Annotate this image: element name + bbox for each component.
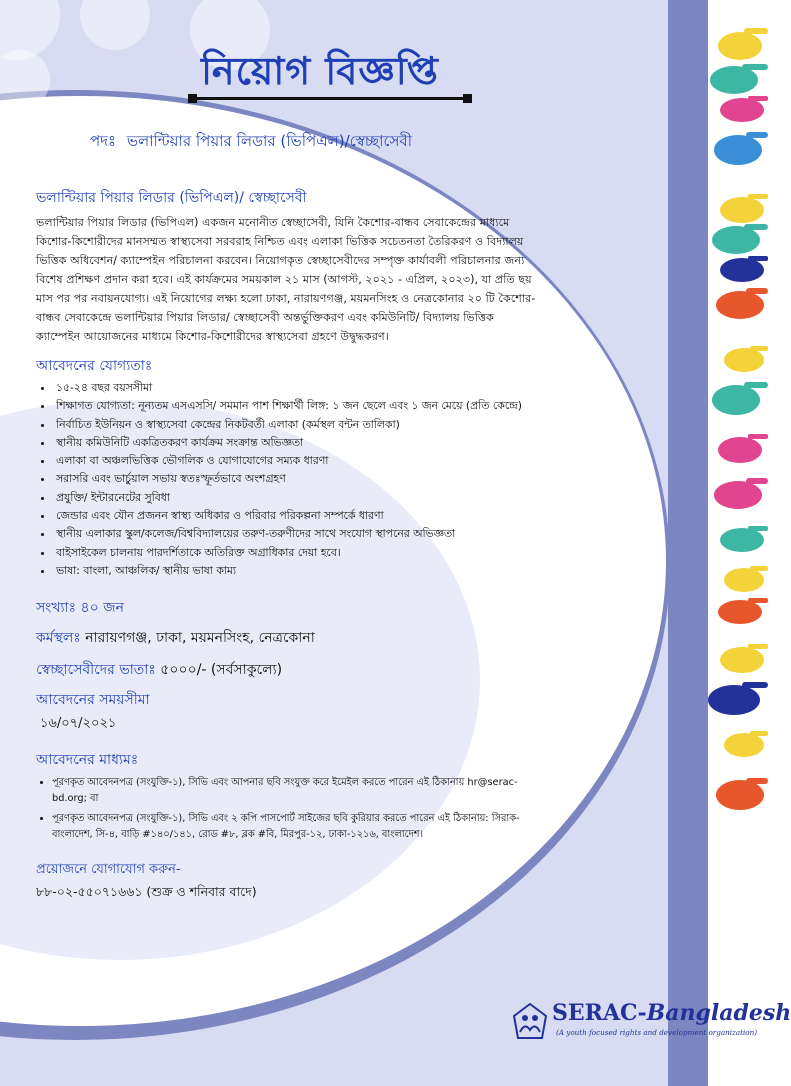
page-title: নিয়োগ বিজ্ঞপ্তি <box>201 49 439 93</box>
about-line: ভিত্তিক অধিবেশন/ ক্যাম্পেইন পরিচালনা করবেন। নিয়োগকৃত স্বেচ্ছাসেবীদের সম্পৃক্ত কার্যাবলী পরিচালনার জন্য <box>36 254 525 267</box>
list-item: • প্রযুক্তি/ ইন্টারনেটের সুবিধা <box>54 489 654 507</box>
allowance-label: স্বেচ্ছাসেবীদের ভাতাঃ <box>36 662 156 678</box>
list-item: • ভাষা: বাংলা, আঞ্চলিক/ স্থানীয় ভাষা কাম্য <box>54 562 654 580</box>
post-label: পদঃ <box>90 132 117 150</box>
count-line <box>36 596 124 620</box>
contact-phone: ৮৮-০২-৫৫০৭১৬৬১ (শুক্র ও শনিবার বাদে) <box>36 884 257 899</box>
list-item: • বাইসাইকেল চালনায় পারদর্শিতাকে অতিরিক্ত অগ্রাধিকার দেয়া হবে। <box>54 544 654 562</box>
list-item: • সরাসরি এবং ভার্চুয়াল সভায় স্বতঃস্ফূর্তভাবে অংশগ্রহণ <box>54 470 654 488</box>
about-paragraph <box>36 213 636 346</box>
logo-emblem-icon <box>512 1002 548 1042</box>
list-item: • নির্বাচিত ইউনিয়ন ও স্বাস্থ্যসেবা কেন্দ্রের নিকটবর্তী এলাকা (কর্মস্থল বন্টন তালিকা) <box>54 416 654 434</box>
list-item: • পূরণকৃত আবেদনপত্র (সংযুক্তি-১), সিভি এবং আপনার ছবি সংযুক্ত করে ইমেইল করতে পারেন এই ঠিকানায় hr@serac-bd.org; বা <box>52 775 522 807</box>
about-line: মাস পর পর নবায়নযোগ্য। এই নিয়োগের লক্ষ্য হলো ঢাকা, নারায়ণগঞ্জ, ময়মনসিংহ ও নেত্রকোনার ২০ টি কৈশোর- <box>36 292 536 305</box>
about-line: কিশোর-কিশোরীদের মানসম্মত স্বাস্থ্যসেবা সরবরাহ নিশ্চিত এবং এলাকা ভিত্তিক সচেতনতা তৈরিকরণ ও বিদ্যালয় <box>36 235 524 248</box>
allowance-value: ৫০০০/- (সর্বসাকুল্যে) <box>160 662 283 678</box>
list-item: • ১৫-২৪ বছর বয়সসীমা <box>54 379 654 397</box>
deadline-heading: আবেদনের সময়সীমা <box>36 692 150 708</box>
serac-logo <box>512 1000 791 1050</box>
logo-name-part: SERAC- <box>552 1000 647 1026</box>
list-item: • স্থানীয় কমিউনিটি একত্রিতকরণ কার্যক্রম সংক্রান্ত অভিজ্ঞতা <box>54 434 654 452</box>
logo-name-part: Bangladesh <box>646 1000 791 1026</box>
logo-tagline: (A youth focused rights and development organization) <box>556 1028 758 1037</box>
list-item: • জেন্ডার এবং যৌন প্রজনন স্বাস্থ্য অধিকার ও পরিবার পরিকল্পনা সম্পর্কে ধারণা <box>54 507 654 525</box>
post-value: ভলান্টিয়ার পিয়ার লিডার (ভিপিএল)/স্বেচ্ছাসেবী <box>126 132 413 150</box>
deadline-date: ১৬/০৭/২০২১ <box>40 716 117 731</box>
post-line <box>90 130 412 155</box>
workplace-line <box>36 626 315 650</box>
list-item: • শিক্ষাগত যোগ্যতা: নূন্যতম এসএসসি/ সমমান পাশ শিক্ষার্থী লিঙ্গ: ১ জন ছেলে এবং ১ জন মেয়ে (প্রতি কেন্দ্রে) <box>54 397 654 415</box>
logo-name <box>552 1000 791 1026</box>
qualifications-list <box>38 379 654 580</box>
count-value: ৪০ জন <box>80 600 125 616</box>
about-line: ভলান্টিয়ার পিয়ার লিডার (ভিপিএল) একজন মনোনীত স্বেচ্ছাসেবী, যিনি কৈশোর-বান্ধব সেবাকেন্দ্রের মাধ্যমে <box>36 216 510 229</box>
title-divider <box>190 97 470 100</box>
list-item: • পূরণকৃত আবেদনপত্র (সংযুক্তি-১), সিভি এবং ২ কপি পাসপোর্ট সাইজের ছবি কুরিয়ার করতে পারেন এই ঠিকানায়: সিরাক-বাংলাদেশ, সি-৪, বাড়ি #১৪০/১৪১, রোড #৮, ব্লক #বি, মিরপুর-১২, ঢাকা-১২১৬, বাংলাদেশ। <box>52 811 522 843</box>
about-heading: ভলান্টিয়ার পিয়ার লিডার (ভিপিএল)/ স্বেচ্ছাসেবী <box>36 190 307 206</box>
apply-heading: আবেদনের মাধ্যমঃ <box>36 752 139 768</box>
about-line: বিশেষ প্রশিক্ষণ প্রদান করা হবে। এই কার্যক্রমের সময়কাল ২১ মাস (আগস্ট, ২০২১ - এপ্রিল, ২০২৩), যা প্রতি ছয় <box>36 273 532 286</box>
contact-heading: প্রয়োজনে যোগাযোগ করুন- <box>36 862 181 877</box>
about-line: বান্ধব সেবাকেন্দ্রে ভলান্টিয়ার পিয়ার লিডার/ স্বেচ্ছাসেবী অন্তর্ভুক্তিকরণ এবং কমিউনিটি/ বিদ্যালয় ভিত্তিক <box>36 311 494 324</box>
apply-list <box>38 775 522 847</box>
list-item: • স্থানীয় এলাকার স্কুল/কলেজ/বিশ্ববিদ্যালয়ের তরুণ-তরুণীদের সাথে সংযোগ স্থাপনের অভিজ্ঞতা <box>54 525 654 543</box>
about-line: ক্যাম্পেইন আয়োজনের মাধ্যমে কিশোর-কিশোরীদের স্বাস্থ্যসেবা গ্রহণে উদ্বুদ্ধকরণ। <box>36 330 389 343</box>
count-label: সংখ্যাঃ <box>36 600 77 616</box>
list-item: • এলাকা বা অঞ্চলভিত্তিক ভৌগলিক ও যোগাযোগের সম্যক ধারণা <box>54 452 654 470</box>
allowance-line <box>36 658 282 682</box>
workplace-label: কর্মস্থলঃ <box>36 630 81 646</box>
qualifications-heading: আবেদনের যোগ্যতাঃ <box>36 358 153 374</box>
workplace-value: নারায়ণগঞ্জ, ঢাকা, ময়মনসিংহ, নেত্রকোনা <box>85 630 315 646</box>
